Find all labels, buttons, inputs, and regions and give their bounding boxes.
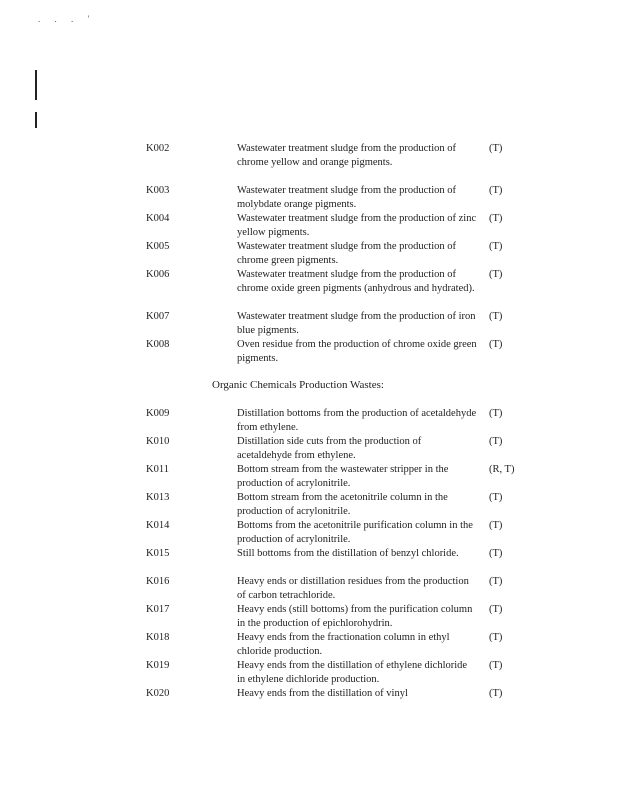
waste-description: Heavy ends (still bottoms) from the purification column in the production of epichlorohydrin. — [237, 604, 473, 629]
hazard-code: (T) — [489, 269, 503, 280]
hazard-code: (T) — [489, 436, 503, 447]
waste-description: Wastewater treatment sludge from the production of molybdate orange pigments. — [237, 185, 456, 210]
waste-code: K007 — [146, 311, 170, 322]
waste-code: K006 — [146, 269, 170, 280]
waste-description: Wastewater treatment sludge from the production of iron blue pigments. — [237, 311, 476, 336]
waste-description: Heavy ends from the distillation of vinyl — [237, 688, 408, 699]
hazard-code: (T) — [489, 213, 503, 224]
waste-description: Wastewater treatment sludge from the production of chrome oxide green pigments (anhydrous and hydrated). — [237, 269, 475, 294]
hazard-code: (T) — [489, 520, 503, 531]
waste-code: K018 — [146, 632, 170, 643]
margin-bar-lower — [35, 112, 37, 128]
hazard-code: (T) — [489, 548, 503, 559]
hazard-code: (T) — [489, 241, 503, 252]
waste-description: Wastewater treatment sludge from the production of zinc yellow pigments. — [237, 213, 477, 238]
hazard-code: (T) — [489, 408, 503, 419]
waste-code: K005 — [146, 241, 170, 252]
waste-description: Bottom stream from the wastewater stripper in the production of acrylonitrile. — [237, 464, 449, 489]
waste-description: Bottoms from the acetonitrile purification column in the production of acrylonitrile. — [237, 520, 473, 545]
waste-description: Wastewater treatment sludge from the production of chrome green pigments. — [237, 241, 456, 266]
waste-description: Bottom stream from the acetonitrile column in the production of acrylonitrile. — [237, 492, 448, 517]
waste-code: K015 — [146, 548, 170, 559]
waste-code: K008 — [146, 339, 170, 350]
waste-description: Distillation side cuts from the production of acetaldehyde from ethylene. — [237, 436, 422, 461]
waste-code: K009 — [146, 408, 170, 419]
hazard-code: (T) — [489, 604, 503, 615]
hazard-code: (T) — [489, 492, 503, 503]
hazard-code: (T) — [489, 185, 503, 196]
waste-code: K011 — [146, 464, 169, 475]
hazard-code: (R, T) — [489, 464, 515, 475]
waste-code: K013 — [146, 492, 170, 503]
waste-code: K019 — [146, 660, 170, 671]
waste-description: Heavy ends or distillation residues from the production of carbon tetrachloride. — [237, 576, 469, 601]
section-heading: Organic Chemicals Production Wastes: — [212, 379, 384, 391]
waste-code: K002 — [146, 143, 170, 154]
waste-description: Heavy ends from the fractionation column in ethyl chloride production. — [237, 632, 450, 657]
waste-description: Still bottoms from the distillation of benzyl chloride. — [237, 548, 459, 559]
waste-description: Distillation bottoms from the production of acetaldehyde from ethylene. — [237, 408, 477, 433]
waste-code: K016 — [146, 576, 170, 587]
header-marks: . . . ' — [38, 14, 96, 24]
waste-code: K003 — [146, 185, 170, 196]
waste-description: Oven residue from the production of chrome oxide green pigments. — [237, 339, 477, 364]
hazard-code: (T) — [489, 660, 503, 671]
waste-description: Wastewater treatment sludge from the production of chrome yellow and orange pigments. — [237, 143, 456, 168]
hazard-code: (T) — [489, 339, 503, 350]
waste-code: K004 — [146, 213, 170, 224]
hazard-code: (T) — [489, 143, 503, 154]
hazard-code: (T) — [489, 576, 503, 587]
hazard-code: (T) — [489, 632, 503, 643]
waste-description: Heavy ends from the distillation of ethylene dichloride in ethylene dichloride production. — [237, 660, 468, 685]
waste-code: K017 — [146, 604, 170, 615]
waste-code: K010 — [146, 436, 170, 447]
hazard-code: (T) — [489, 311, 503, 322]
waste-code: K014 — [146, 520, 170, 531]
hazard-code: (T) — [489, 688, 503, 699]
waste-code: K020 — [146, 688, 170, 699]
margin-bar-upper — [35, 70, 37, 100]
